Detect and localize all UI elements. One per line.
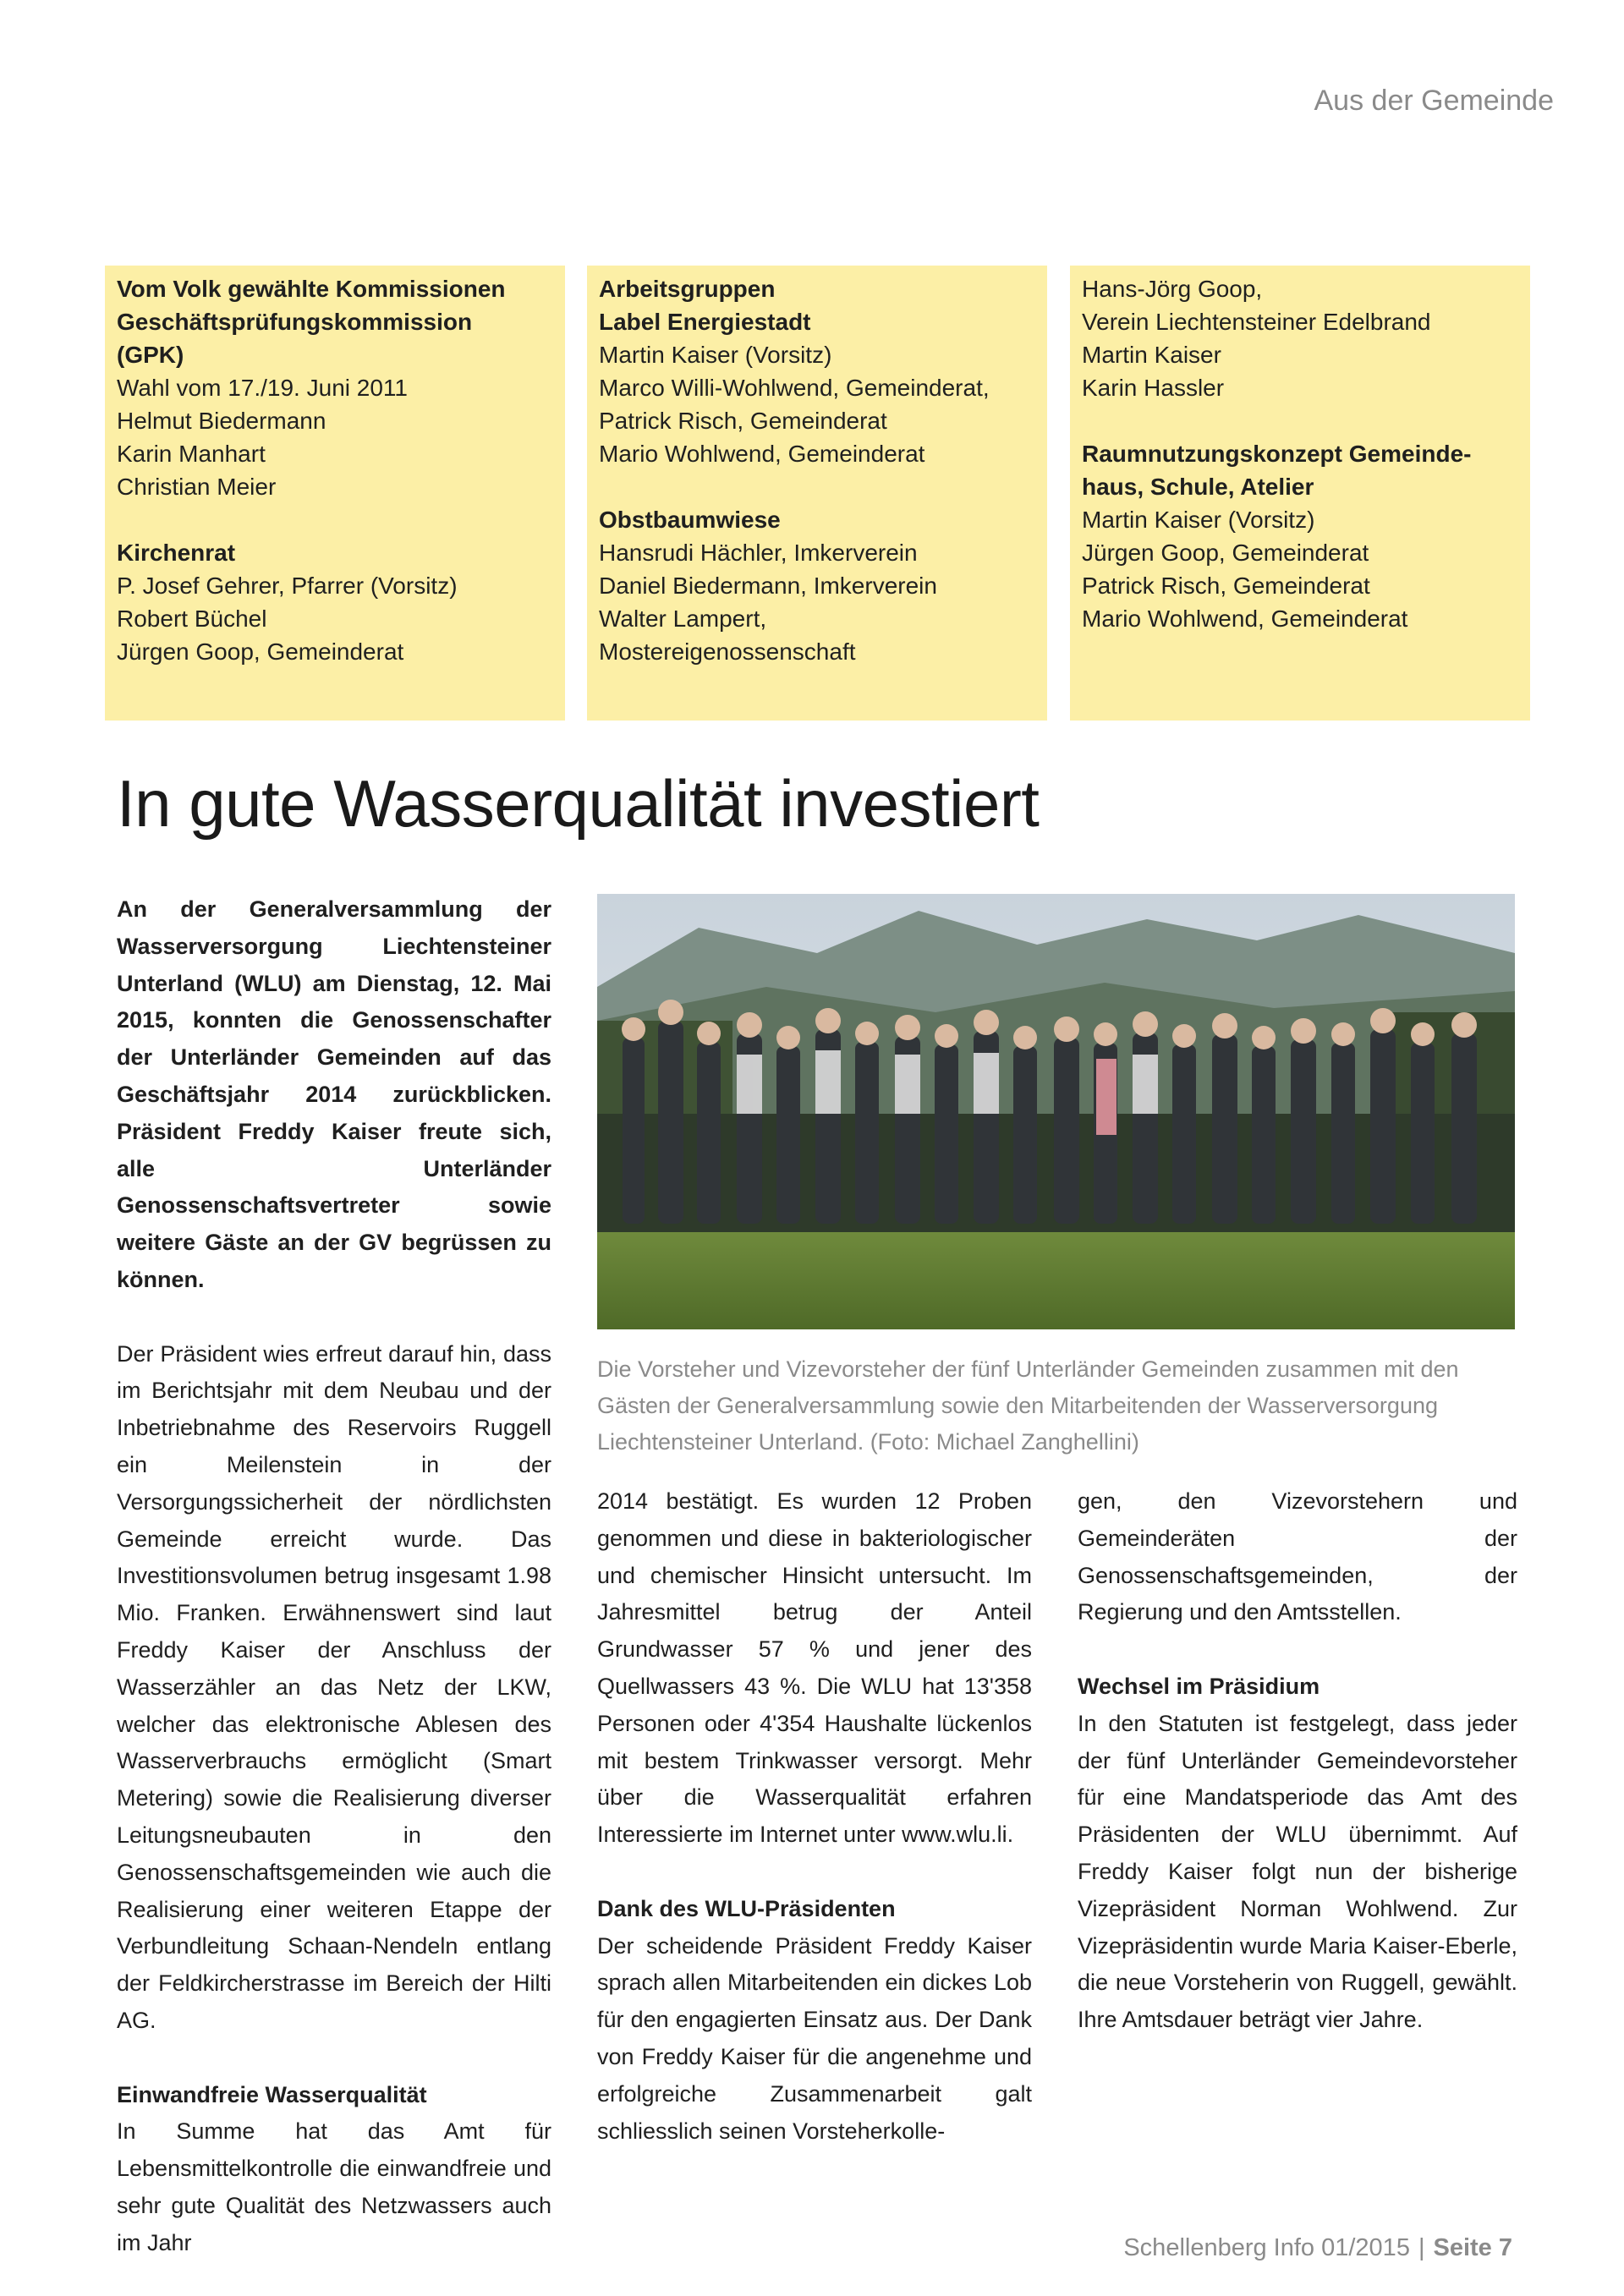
- article-title: In gute Wasserqualität investiert: [117, 766, 1040, 841]
- box-line: Jürgen Goop, Gemeinderat: [1082, 540, 1369, 566]
- box-heading: Raumnutzungskonzept Gemeinde-: [1082, 441, 1472, 467]
- page-footer: [1123, 2234, 1512, 2262]
- article-paragraph: In Summe hat das Amt für Lebensmittelkontrolle die einwandfreie und sehr gute Qualität des Netzwassers auch im Jahr: [117, 2118, 551, 2255]
- box-line: Verein Liechtensteiner Edelbrand: [1082, 309, 1431, 335]
- publication-name: Schellenberg Info 01/2015: [1123, 2234, 1410, 2261]
- box-line: Walter Lampert,: [599, 606, 767, 632]
- box-line: Jürgen Goop, Gemeinderat: [117, 638, 404, 665]
- box-line: Martin Kaiser (Vorsitz): [1082, 507, 1315, 533]
- box-line: Mario Wohlwend, Gemeinderat: [1082, 606, 1408, 632]
- box-line: Robert Büchel: [117, 606, 267, 632]
- article-paragraph: Der Präsident wies erfreut darauf hin, dass im Berichtsjahr mit dem Neubau und der Inbetriebnahme des Reservoirs Ruggell ein Meilenstein in der Versorgungssicherheit der nördlichsten Gemeinde erreicht wurde. Das Investitionsvolumen betrug insgesamt 1.98 Mio. Franken. Erwähnenswert sind laut Freddy Kaiser der Anschluss der Wasserzähler an das Netz der LKW, welcher das elektronische Ablesen des Wasserverbrauchs ermöglicht (Smart Metering) sowie die Realisierung diverser Leitungsneubauten in den Genossenschaftsgemeinden wie auch die Realisierung einer weiteren Etappe der Verbundleitung Schaan-Nendeln entlang der Feldkircherstrasse im Bereich der Hilti AG.: [117, 1340, 551, 2033]
- footer-separator: |: [1418, 2234, 1425, 2261]
- box-heading: Arbeitsgruppen: [599, 276, 776, 302]
- box-heading: Label Energiestadt: [599, 309, 811, 335]
- page-number: Seite 7: [1433, 2234, 1512, 2261]
- section-label: Aus der Gemeinde: [1314, 85, 1554, 117]
- article-paragraph: gen, den Vizevorstehern und Gemeinderäten der Genossenschaftsgemeinden, der Regierung und den Amtsstellen.: [1078, 1488, 1517, 1625]
- box-line: Christian Meier: [117, 474, 277, 500]
- box-line: Martin Kaiser: [1082, 342, 1221, 368]
- article-subheading: Wechsel im Präsidium: [1078, 1673, 1320, 1699]
- box-line: Martin Kaiser (Vorsitz): [599, 342, 832, 368]
- box-line: P. Josef Gehrer, Pfarrer (Vorsitz): [117, 573, 458, 599]
- article-subheading: Einwandfreie Wasserqualität: [117, 2081, 427, 2107]
- box-line: Hansrudi Hächler, Imkerverein: [599, 540, 918, 566]
- box-line: Patrick Risch, Gemeinderat: [1082, 573, 1370, 599]
- article-paragraph: In den Statuten ist festgelegt, dass jeder der fünf Unterländer Gemeindevorsteher für eine Mandatsperiode das Amt des Präsidenten der WLU übernimmt. Auf Freddy Kaiser folgt nun der bisherige Vizepräsident Norman Wohlwend. Zur Vizepräsidentin wurde Maria Kaiser-Eberle, die neue Vorsteherin von Ruggell, gewählt. Ihre Amtsdauer beträgt vier Jahre.: [1078, 1710, 1517, 2033]
- box-line: Hans-Jörg Goop,: [1082, 276, 1263, 302]
- box-line: Wahl vom 17./19. Juni 2011: [117, 375, 408, 401]
- info-box-workgroups: [587, 266, 1047, 721]
- article-column-2: [597, 1483, 1032, 2150]
- box-heading: Obstbaumwiese: [599, 507, 781, 533]
- article-column-1: [117, 891, 551, 2261]
- box-line: Karin Manhart: [117, 441, 266, 467]
- box-line: Mario Wohlwend, Gemeinderat: [599, 441, 925, 467]
- article-subheading: Dank des WLU-Präsidenten: [597, 1895, 896, 1921]
- article-lead: An der Generalversammlung der Wasserversorgung Liechtensteiner Unterland (WLU) am Dienstag, 12. Mai 2015, konnten die Genossenschafter der Unterländer Gemeinden auf das Geschäftsjahr 2014 zurückblicken. Präsident Freddy Kaiser freute sich, alle Unterländer Genossenschaftsvertreter sowie weitere Gäste an der GV begrüssen zu können.: [117, 896, 551, 1292]
- photo-caption: Die Vorsteher und Vizevorsteher der fünf Unterländer Gemeinden zusammen mit den Gästen der Generalversammlung sowie den Mitarbeitenden der Wasserversorgung Liechtensteiner Unterland. (Foto: Michael Zanghellini): [597, 1356, 1459, 1455]
- box-line: Daniel Biedermann, Imkerverein: [599, 573, 937, 599]
- box-heading: Vom Volk gewählte Kommissionen: [117, 276, 506, 302]
- info-box-commissions: [105, 266, 565, 721]
- box-heading: Kirchenrat: [117, 540, 236, 566]
- info-box-spatial-concept: [1070, 266, 1530, 721]
- box-line: Karin Hassler: [1082, 375, 1225, 401]
- box-line: Marco Willi-Wohlwend, Gemeinderat,: [599, 375, 990, 401]
- box-line: Patrick Risch, Gemeinderat: [599, 408, 887, 434]
- article-paragraph: 2014 bestätigt. Es wurden 12 Proben genommen und diese in bakteriologischer und chemischer Hinsicht untersucht. Im Jahresmittel betrug der Anteil Grundwasser 57 % und jener des Quellwassers 43 %. Die WLU hat 13'358 Personen oder 4'354 Haushalte lückenlos mit bestem Trinkwasser versorgt. Mehr über die Wasserqualität erfahren Interessierte im Internet unter www.wlu.li.: [597, 1488, 1032, 1848]
- box-line: Helmut Biedermann: [117, 408, 326, 434]
- article-paragraph: Der scheidende Präsident Freddy Kaiser sprach allen Mitarbeitenden ein dickes Lob für den engagierten Einsatz aus. Der Dank von Freddy Kaiser für die angenehme und erfolgreiche Zusammenarbeit galt schliesslich seinen Vorsteherkolle-: [597, 1932, 1032, 2144]
- box-heading: haus, Schule, Atelier: [1082, 474, 1314, 500]
- box-heading: (GPK): [117, 342, 184, 368]
- box-line: Mostereigenossenschaft: [599, 638, 856, 665]
- group-photo: [597, 894, 1515, 1329]
- box-heading: Geschäftsprüfungskommission: [117, 309, 473, 335]
- article-column-3: [1078, 1483, 1517, 2039]
